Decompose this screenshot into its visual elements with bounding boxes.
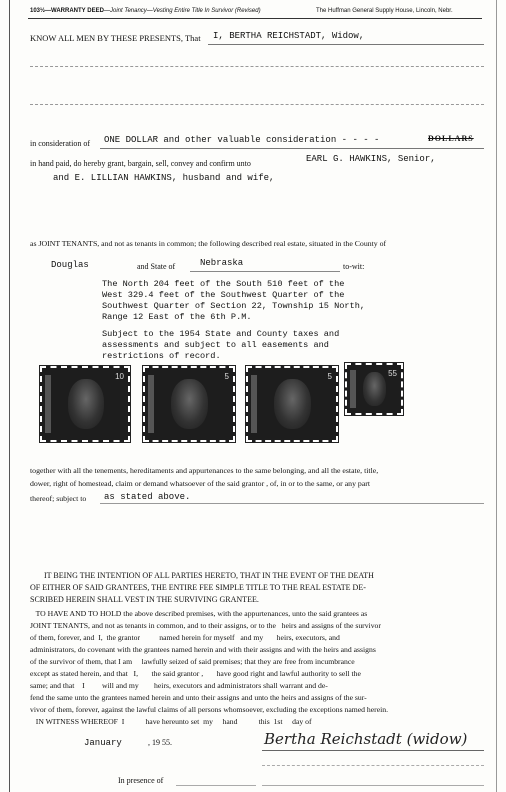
witness-year: , 19 55.	[148, 738, 172, 747]
documentary-stamp-4	[345, 363, 403, 415]
stamp-value: 5	[224, 372, 229, 381]
signature-line-1	[262, 750, 484, 751]
left-margin-line	[9, 0, 10, 792]
legal-line-1: The North 204 feet of the South 510 feet of the	[102, 279, 345, 289]
together-line-3-value: as stated above.	[104, 492, 191, 502]
intention-line-3: SCRIBED HEREIN SHALL VEST IN THE SURVIVING GRANTEE.	[30, 595, 259, 604]
intention-line-2: OF EITHER OF SAID GRANTEES, THE ENTIRE FEE SIMPLE TITLE TO THE REAL ESTATE DE-	[30, 583, 366, 592]
habendum-line-2: JOINT TENANTS, and not as tenants in common, and to their assigns, or to the heirs and assigns of the survivor	[30, 621, 381, 630]
blank-line-2	[30, 104, 484, 105]
subject-line-3: restrictions of record.	[102, 351, 221, 361]
grantor-name: I, BERTHA REICHSTADT, Widow,	[213, 31, 365, 41]
header-rule	[28, 18, 482, 19]
together-line-3-prefix: thereof; subject to	[30, 494, 87, 503]
documentary-stamp-3	[246, 366, 338, 442]
grantor-signature: Bertha Reichstadt (widow)	[264, 730, 468, 748]
documentary-stamp-1	[40, 366, 130, 442]
legal-line-2: West 329.4 feet of the Southwest Quarter of the	[102, 290, 345, 300]
state-label: and State of	[137, 262, 176, 271]
stamp-value: 5	[327, 372, 332, 381]
dollars-struck: DOLLARS	[428, 134, 474, 143]
right-margin-line	[496, 0, 497, 792]
stamp-portrait-icon	[68, 379, 104, 429]
subject-line-2: assessments and subject to all easements and	[102, 340, 329, 350]
habendum-line-1: TO HAVE AND TO HOLD the above described premises, with the appurtenances, unto the said grantees as	[30, 609, 368, 618]
habendum-line-8: fend the same unto the grantees named herein and unto their assigns and unto the heirs and assigns of the sur-	[30, 693, 367, 702]
grant-prefix: in hand paid, do hereby grant, bargain, sell, convey and confirm unto	[30, 159, 251, 168]
witness-month: January	[84, 738, 122, 748]
stamp-side-band	[45, 375, 51, 433]
documentary-stamp-2	[143, 366, 235, 442]
to-wit: to-wit:	[343, 262, 365, 271]
stamp-value: 10	[115, 372, 124, 381]
state: Nebraska	[200, 258, 244, 268]
together-line-2: dower, right of homestead, claim or demand whatsoever of the said grantor , of, in or to the same, or any part	[30, 479, 371, 488]
presence-line	[176, 785, 256, 786]
habendum-line-7: same; and that I will and my heirs, executors and administrators shall warrant and de-	[30, 681, 328, 690]
state-line	[190, 271, 340, 272]
stamp-portrait-icon	[363, 372, 386, 406]
consideration-amount: ONE DOLLAR and other valuable consideration - - - -	[104, 135, 380, 145]
stamp-side-band	[350, 370, 356, 408]
presence-label: In presence of	[118, 776, 164, 785]
habendum-line-6: except as stated herein, and that I, the said grantor , have good right and lawful authority to sell the	[30, 669, 361, 678]
habendum-line-9: vivor of them, forever, against the lawful claims of all persons whomsoever, excluding the exceptions named herein.	[30, 705, 389, 714]
signature-line-2	[262, 765, 484, 766]
form-number: 103½—WARRANTY DEED	[30, 8, 104, 14]
habendum-line-5: of the survivor of them, that I am lawfully seized of said premises; that they are free from incumbrance	[30, 657, 355, 666]
stamp-portrait-icon	[274, 379, 311, 429]
stamp-side-band	[251, 375, 257, 433]
together-line-1: together with all the tenements, hereditaments and appurtenances to the same belonging, and all the estate, title,	[30, 466, 379, 475]
stamp-value: 55	[388, 369, 397, 378]
subject-line-1: Subject to the 1954 State and County taxes and	[102, 329, 340, 339]
grantee-2: and E. LILLIAN HAWKINS, husband and wife,	[53, 173, 275, 183]
form-subtitle: —Joint Tenancy—Vesting Entire Title In Survivor (Revised)	[104, 8, 261, 14]
stamp-portrait-icon	[171, 379, 208, 429]
joint-clause: as JOINT TENANTS, and not as tenants in common; the following described real estate, situated in the County of	[30, 239, 387, 248]
intro-prefix: KNOW ALL MEN BY THESE PRESENTS, That	[30, 33, 201, 43]
grantee-1: EARL G. HAWKINS, Senior,	[306, 154, 436, 164]
stamp-side-band	[148, 375, 154, 433]
signature-line-3	[262, 785, 484, 786]
legal-line-3: Southwest Quarter of Section 22, Township 15 North,	[102, 301, 366, 311]
publisher: The Huffman General Supply House, Lincoln, Nebr.	[316, 8, 453, 14]
witness-line: IN WITNESS WHEREOF I have hereunto set my hand this 1st day of	[30, 717, 312, 726]
consideration-line	[100, 148, 484, 149]
habendum-line-4: administrators, do covenant with the grantees named herein and with their assigns and with the heirs and assigns	[30, 645, 376, 654]
blank-line-1	[30, 66, 484, 67]
habendum-line-3: of them, forever, and I, the grantor named herein for myself and my heirs, executors, and	[30, 633, 340, 642]
legal-line-4: Range 12 East of the 6th P.M.	[102, 312, 252, 322]
subject-line	[100, 503, 484, 504]
intention-line-1: IT BEING THE INTENTION OF ALL PARTIES HERETO, THAT IN THE EVENT OF THE DEATH	[44, 571, 374, 580]
consideration-prefix: in consideration of	[30, 139, 90, 148]
county: Douglas	[51, 260, 89, 270]
grantor-line	[208, 44, 484, 45]
